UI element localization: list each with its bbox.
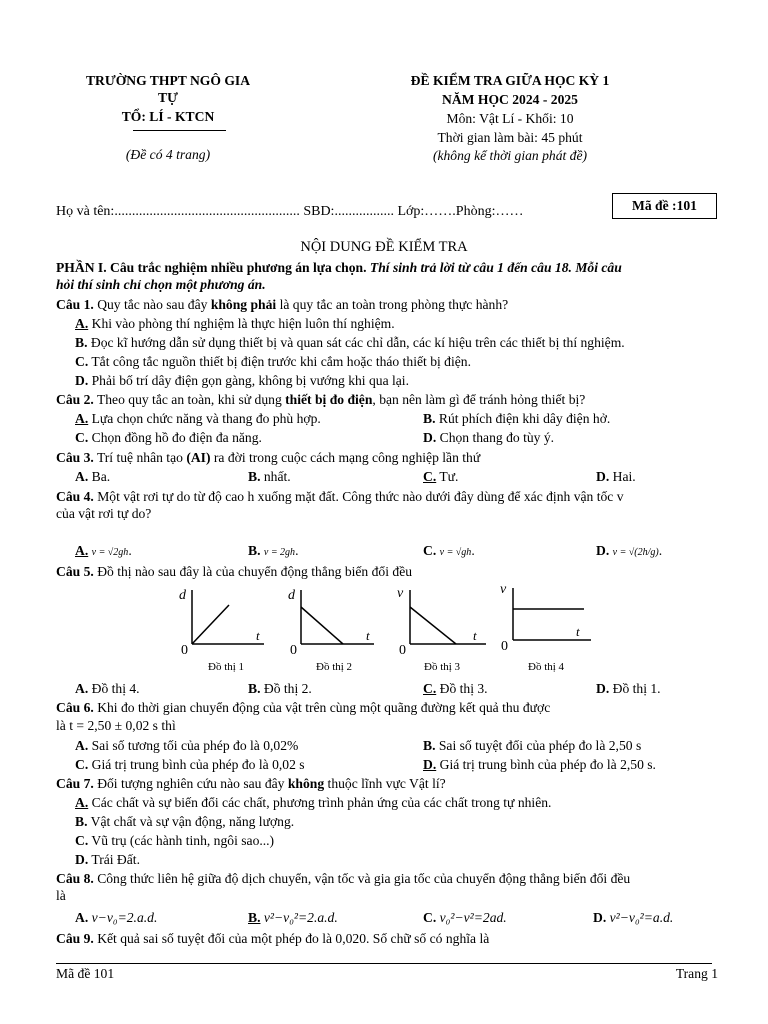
q8-number: Câu 8.: [56, 871, 94, 886]
option-letter: A.: [75, 469, 89, 484]
graph-origin: 0: [290, 643, 297, 658]
option-text: Chọn thang đo tùy ý.: [439, 430, 555, 445]
option-letter: C.: [75, 757, 89, 772]
option-text: Sai số tuyệt đối của phép đo là 2,50 s: [438, 738, 642, 753]
q5-option-a: [75, 680, 140, 697]
option-text: Hai.: [612, 469, 636, 484]
q7-number: Câu 7.: [56, 776, 94, 791]
department: TỔ: LÍ - KTCN: [121, 109, 215, 124]
option-letter: D.: [596, 543, 610, 558]
graph-origin: 0: [399, 643, 406, 658]
q7-option-d: [75, 851, 140, 868]
graph-x-label: t: [366, 628, 370, 643]
option-letter: B.: [248, 910, 261, 925]
option-letter: D.: [593, 910, 607, 925]
option-text: Tư.: [439, 469, 459, 484]
option-text: Đồ thị 4.: [91, 681, 140, 696]
graph-y-label: d: [288, 588, 295, 603]
option-letter: C.: [423, 681, 437, 696]
formula: v²−v₀²=a.d.: [609, 910, 674, 925]
formula: v = √(2h/g): [612, 547, 659, 558]
q6-option-b: [423, 737, 641, 754]
q7-option-b: [75, 813, 294, 830]
q6-stem: [56, 699, 550, 716]
q7-text-c: thuộc lĩnh vực Vật lí?: [324, 776, 446, 791]
q3-stem: [56, 449, 480, 466]
graph-caption: Đồ thị 2: [316, 661, 353, 673]
option-letter: C.: [75, 354, 89, 369]
q8-stem: [56, 870, 630, 887]
q1-text-a: Quy tắc nào sau đây: [97, 297, 211, 312]
option-letter: A.: [75, 316, 89, 331]
option-letter: D.: [423, 757, 437, 772]
graph-x-label: t: [473, 628, 477, 643]
q3-option-c: [423, 468, 458, 485]
q8-line2: là: [56, 888, 66, 903]
q8-option-d: [593, 909, 673, 926]
q2-option-a: [75, 410, 321, 427]
option-text: Khi vào phòng thí nghiệm là thực hiện luôn thí nghiệm.: [91, 316, 395, 331]
q7-stem: [56, 775, 446, 792]
graph-caption: Đồ thị 1: [208, 661, 245, 673]
formula: v = √gh: [439, 547, 472, 558]
option-letter: A.: [75, 543, 89, 558]
option-text: Giá trị trung bình của phép đo là 2,50 s.: [439, 757, 656, 772]
option-letter: B.: [423, 411, 436, 426]
graph-x-label: t: [256, 628, 260, 643]
option-text: Đồ thị 3.: [439, 681, 488, 696]
q7-option-c: [75, 832, 274, 849]
option-text: Đồ thị 2.: [263, 681, 312, 696]
option-text: Đọc kĩ hướng dẫn sử dụng thiết bị và quan sát các chỉ dẫn, các kí hiệu trên các thiết bị thí nghiệm.: [90, 335, 625, 350]
q5-text: Đồ thị nào sau đây là của chuyển động thẳng biến đổi đều: [97, 564, 413, 579]
option-text: Trái Đất.: [91, 852, 140, 867]
part1-label: PHẦN I. Câu trắc nghiệm nhiều phương án lựa chọn.: [56, 260, 367, 275]
option-letter: A.: [75, 738, 89, 753]
graph-4: [496, 578, 596, 677]
option-letter: C.: [423, 543, 437, 558]
content-title: NỘI DUNG ĐỀ KIỂM TRA: [300, 239, 468, 255]
student-info-line: Họ và tên:..................................................... SBD:................. Lớp:…….Phòng:……: [56, 204, 524, 219]
q2-number: Câu 2.: [56, 392, 94, 407]
option-text: Chọn đồng hồ đo điện đa năng.: [91, 430, 262, 445]
q2-text-b: thiết bị đo điện: [285, 392, 373, 407]
q1-option-c: [75, 353, 471, 370]
q4-option-b: B. v = 2gh.: [248, 543, 299, 558]
q7-text-b: không: [287, 776, 325, 791]
q1-option-b: [75, 334, 625, 351]
option-letter: D.: [423, 430, 437, 445]
option-text: Lựa chọn chức năng và thang đo phù hợp.: [91, 411, 321, 426]
part1-instruction-line2: hỏi thí sinh chỉ chọn một phương án.: [56, 277, 266, 292]
exam-code-box: Mã đề :101: [612, 193, 717, 219]
header-divider: [133, 130, 226, 131]
school-name-line2: TỰ: [158, 90, 178, 105]
formula: v = √2gh: [91, 547, 129, 558]
q3-option-a: [75, 468, 110, 485]
q5-option-c: [423, 680, 488, 697]
footer-exam-code: Mã đề 101: [56, 966, 115, 981]
school-name-line1: TRƯỜNG THPT NGÔ GIA: [85, 73, 251, 88]
graph-2: [282, 582, 382, 677]
formula: v₀²−v²=2ad.: [439, 910, 507, 925]
option-text: Giá trị trung bình của phép đo là 0,02 s: [91, 757, 305, 772]
school-year: NĂM HỌC 2024 - 2025: [442, 92, 578, 107]
q5-option-b: [248, 680, 312, 697]
footer-page-number: Trang 1: [675, 966, 718, 981]
option-letter: D.: [75, 852, 89, 867]
option-letter: D.: [596, 469, 610, 484]
school-name: [66, 72, 270, 106]
graph-x-label: t: [576, 624, 580, 639]
q4-option-c: C. v = √gh.: [423, 543, 475, 558]
q5-option-d: [596, 680, 661, 697]
q1-text-c: là quy tắc an toàn trong phòng thực hành?: [276, 297, 509, 312]
q2-text-c: , bạn nên làm gì để tránh hỏng thiết bị?: [372, 392, 586, 407]
option-letter: C.: [423, 469, 437, 484]
q3-number: Câu 3.: [56, 450, 94, 465]
duration-note: (không kể thời gian phát đề): [432, 148, 588, 163]
q8-option-c: [423, 909, 507, 926]
graph-origin: 0: [181, 643, 188, 658]
q6-line2: là t = 2,50 ± 0,02 s thì: [56, 718, 176, 733]
q9-text: Kết quả sai số tuyệt đối của một phép đo là 0,020. Số chữ số có nghĩa là: [97, 931, 490, 946]
option-letter: B.: [248, 469, 261, 484]
q3-text-a: Trí tuệ nhân tạo: [96, 450, 187, 465]
q3-text-b: (AI): [186, 450, 211, 465]
q2-option-c: [75, 429, 262, 446]
graph-1: [172, 582, 272, 677]
graph-y-label: d: [179, 588, 186, 603]
q5-stem: [56, 563, 412, 580]
q1-number: Câu 1.: [56, 297, 94, 312]
q4-number: Câu 4.: [56, 489, 94, 504]
q1-option-d: [75, 372, 409, 389]
q4-line2: của vật rơi tự do?: [56, 506, 152, 521]
option-letter: A.: [75, 910, 89, 925]
formula: v−v₀=2.a.d.: [91, 910, 158, 925]
option-letter: B.: [75, 335, 88, 350]
option-text: nhất.: [263, 469, 291, 484]
graph-curve: [410, 607, 456, 644]
option-letter: A.: [75, 795, 89, 810]
graph-curve: [192, 605, 229, 644]
option-letter: B.: [248, 681, 261, 696]
q7-option-a: [75, 794, 551, 811]
option-letter: C.: [75, 833, 89, 848]
subject: Môn: Vật Lí - Khối: 10: [446, 111, 574, 126]
option-text: Sai số tương tối của phép đo là 0,02%: [91, 738, 299, 753]
option-letter: A.: [75, 681, 89, 696]
footer-divider: [56, 963, 712, 964]
option-text: Ba.: [91, 469, 111, 484]
q2-text-a: Theo quy tắc an toàn, khi sử dụng: [96, 392, 286, 407]
option-letter: C.: [75, 430, 89, 445]
q3-option-b: [248, 468, 291, 485]
option-letter: B.: [75, 814, 88, 829]
q4-line1: Một vật rơi tự do từ độ cao h xuống mặt đất. Công thức nào dưới đây dùng để xác định vận tốc v: [97, 489, 624, 504]
q6-number: Câu 6.: [56, 700, 94, 715]
exam-title: ĐỀ KIỂM TRA GIỮA HỌC KỲ 1: [410, 73, 610, 88]
q2-option-b: [423, 410, 610, 427]
option-letter: D.: [596, 681, 610, 696]
option-letter: D.: [75, 373, 89, 388]
graph-caption: Đồ thị 4: [528, 661, 565, 673]
q2-option-d: [423, 429, 554, 446]
option-letter: B.: [423, 738, 436, 753]
q6-option-a: [75, 737, 298, 754]
q4-option-d: D. v = √(2h/g).: [596, 543, 663, 558]
part1-instruction-line1: Thí sinh trả lời từ câu 1 đến câu 18. Mỗi câu: [369, 260, 622, 275]
q3-text-c: ra đời trong cuộc cách mạng công nghiệp lần thứ: [210, 450, 481, 465]
option-text: Rút phích điện khi dây điện hở.: [438, 411, 611, 426]
graph-caption: Đồ thị 3: [424, 661, 461, 673]
option-letter: A.: [75, 411, 89, 426]
q6-option-d: [423, 756, 656, 773]
option-text: Đồ thị 1.: [612, 681, 661, 696]
q2-stem: [56, 391, 585, 408]
q9-number: Câu 9.: [56, 931, 94, 946]
q3-option-d: [596, 468, 636, 485]
q5-number: Câu 5.: [56, 564, 94, 579]
option-letter: B.: [248, 543, 261, 558]
option-text: Vũ trụ (các hành tinh, ngôi sao...): [91, 833, 275, 848]
q8-line1: Công thức liên hệ giữa độ dịch chuyển, vận tốc và gia gia tốc của chuyển động thẳng biến đổi đều: [97, 871, 631, 886]
graph-y-label: v: [397, 586, 404, 601]
graph-y-label: v: [500, 582, 507, 597]
formula: v = 2gh: [263, 547, 296, 558]
option-letter: C.: [423, 910, 437, 925]
q7-text-a: Đối tượng nghiên cứu nào sau đây: [97, 776, 288, 791]
graph-3: [392, 582, 492, 677]
option-text: Các chất và sự biến đổi các chất, phương trình phản ứng của các chất trong tự nhiên.: [91, 795, 552, 810]
duration: Thời gian làm bài: 45 phút: [437, 130, 583, 145]
q6-line1: Khi đo thời gian chuyển động của vật trên cùng một quãng đường kết quả thu được: [97, 700, 551, 715]
formula: v²−v₀²=2.a.d.: [263, 910, 338, 925]
q1-text-b: không phải: [210, 297, 277, 312]
option-text: Vật chất và sự vận động, năng lượng.: [90, 814, 295, 829]
part1-heading: [56, 259, 622, 276]
q1-stem: [56, 296, 508, 313]
option-text: Phải bố trí dây điện gọn gàng, không bị vướng khi qua lại.: [91, 373, 409, 388]
graph-curve: [301, 607, 343, 644]
q4-option-a: A. v = √2gh.: [75, 543, 132, 558]
q8-option-a: [75, 909, 157, 926]
q8-option-b: [248, 909, 338, 926]
pages-note: (Đề có 4 trang): [125, 147, 211, 162]
option-text: Tắt công tắc nguồn thiết bị điện trước khi cắm hoặc tháo thiết bị điện.: [91, 354, 471, 369]
graph-origin: 0: [501, 639, 508, 654]
q4-stem: [56, 488, 624, 505]
q1-option-a: [75, 315, 395, 332]
q6-option-c: [75, 756, 305, 773]
q9-stem: [56, 930, 489, 947]
